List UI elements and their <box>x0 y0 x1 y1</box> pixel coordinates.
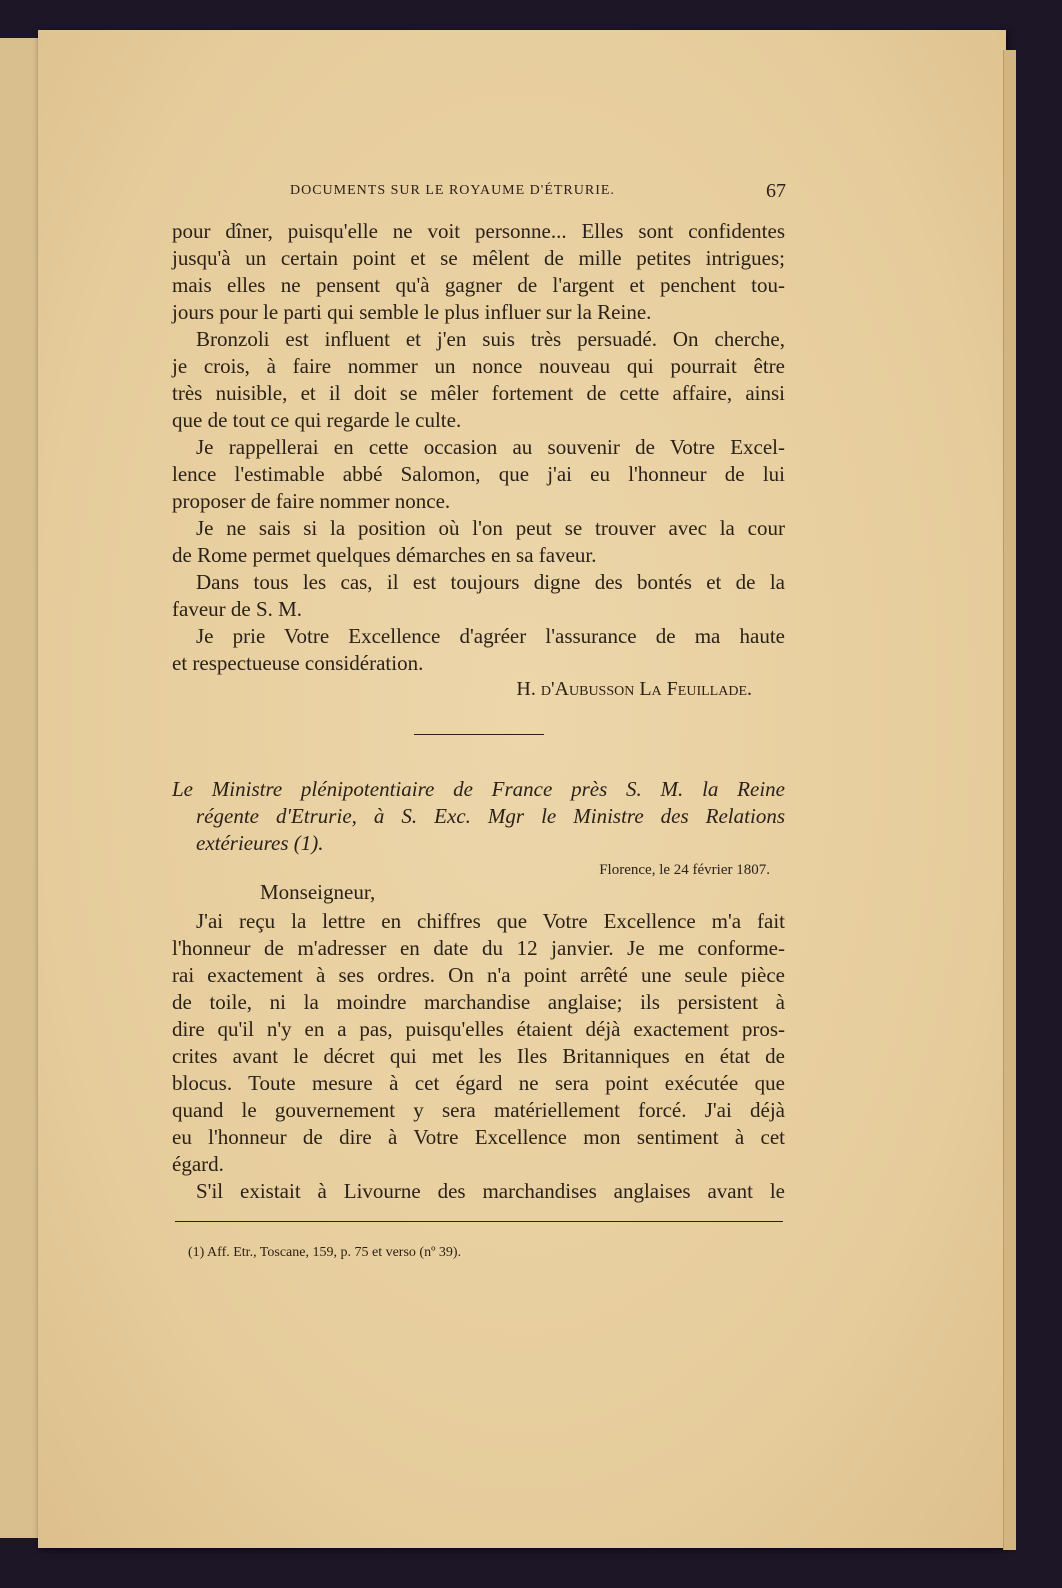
text-line: jours pour le parti qui semble le plus influer sur la Reine. <box>172 300 652 324</box>
text-line: égard. <box>172 1152 224 1176</box>
text-line: proposer de faire nommer nonce. <box>172 489 451 513</box>
text-line: et respectueuse considération. <box>172 651 424 675</box>
footnote: (1) Aff. Etr., Toscane, 159, p. 75 et verso (nº 39). <box>188 1245 462 1260</box>
signature: H. d'Aubusson La Feuillade. <box>516 678 752 700</box>
text-line: de Rome permet quelques démarches en sa faveur. <box>172 543 597 567</box>
text-line: extérieures (1). <box>196 831 324 855</box>
text-line: l'honneur de m'adresser en date du 12 janvier. Je me conforme- <box>172 936 785 960</box>
text-line: S'il existait à Livourne des marchandises anglaises avant le <box>196 1179 785 1203</box>
running-title: DOCUMENTS SUR LE ROYAUME D'ÉTRURIE. <box>290 183 615 198</box>
text-line: lence l'estimable abbé Salomon, que j'ai eu l'honneur de lui <box>172 462 785 486</box>
text-line: eu l'honneur de dire à Votre Excellence mon sentiment à cet <box>172 1125 785 1149</box>
text-line: très nuisible, et il doit se mêler fortement de cette affaire, ainsi <box>172 381 785 405</box>
text-line: Bronzoli est influent et j'en suis très persuadé. On cherche, <box>196 327 785 351</box>
page-number: 67 <box>766 180 786 202</box>
text-line: régente d'Etrurie, à S. Exc. Mgr le Ministre des Relations <box>196 804 785 828</box>
text-line: rai exactement à ses ordres. On n'a point arrêté une seule pièce <box>172 963 785 987</box>
text-line: Le Ministre plénipotentiaire de France près S. M. la Reine <box>172 777 785 801</box>
salutation: Monseigneur, <box>260 880 376 904</box>
text-line: que de tout ce qui regarde le culte. <box>172 408 462 432</box>
footnote-rule <box>175 1221 783 1222</box>
text-line: pour dîner, puisqu'elle ne voit personne... Elles sont confidentes <box>172 219 785 243</box>
text-line: de toile, ni la moindre marchandise anglaise; ils persistent à <box>172 990 785 1014</box>
text-line: quand le gouvernement y sera matériellement forcé. J'ai déjà <box>172 1098 785 1122</box>
text-line: Je rappellerai en cette occasion au souvenir de Votre Excel- <box>196 435 785 459</box>
page-edge <box>1003 50 1016 1550</box>
text-line: dire qu'il n'y en a pas, puisqu'elles étaient déjà exactement pros- <box>172 1017 785 1041</box>
text-line: Je prie Votre Excellence d'agréer l'assurance de ma haute <box>196 624 785 648</box>
text-line: blocus. Toute mesure à cet égard ne sera point exécutée que <box>172 1071 785 1095</box>
text-line: Je ne sais si la position où l'on peut se trouver avec la cour <box>196 516 785 540</box>
text-line: jusqu'à un certain point et se mêlent de mille petites intrigues; <box>172 246 785 270</box>
section-divider <box>414 734 544 735</box>
text-line: faveur de S. M. <box>172 597 303 621</box>
text-line: je crois, à faire nommer un nonce nouveau qui pourrait être <box>172 354 785 378</box>
text-line: mais elles ne pensent qu'à gagner de l'argent et penchent tou- <box>172 273 785 297</box>
text-line: Dans tous les cas, il est toujours digne des bontés et de la <box>196 570 785 594</box>
dateline: Florence, le 24 février 1807. <box>599 862 770 878</box>
text-line: J'ai reçu la lettre en chiffres que Votre Excellence m'a fait <box>196 909 785 933</box>
text-line: crites avant le décret qui met les Iles Britanniques en état de <box>172 1044 785 1068</box>
